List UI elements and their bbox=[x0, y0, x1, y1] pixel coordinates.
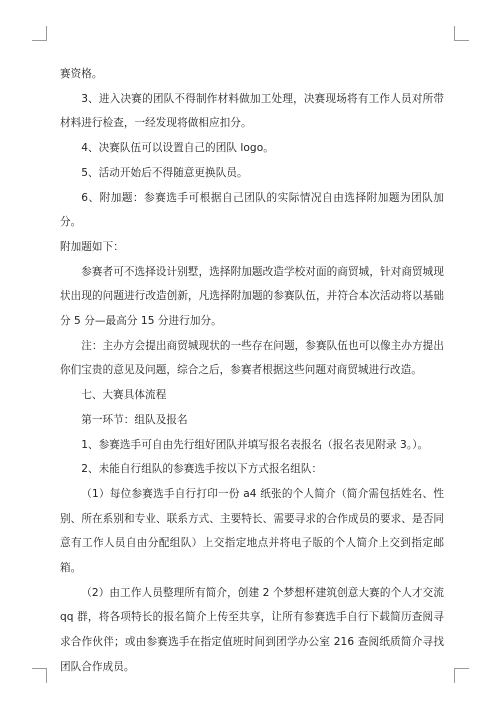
document-body bbox=[60, 62, 444, 680]
paragraph: 参赛者可不选择设计别墅，选择附加题改造学校对面的商贸城，针对商贸城现状出现的问题进行改造创新，凡选择附加题的参赛队伍，并符合本次活动将以基础分 5 分—最高分 15 分进行加分。 bbox=[60, 265, 444, 328]
crop-mark-top-right bbox=[454, 26, 469, 41]
paragraph: 七、大赛具体流程 bbox=[81, 389, 167, 402]
paragraph: （2）由工作人员整理所有简介，创建 2 个梦想杯建筑创意大赛的个人才交流 qq 群，将各项特长的报名简介上传至共享，让所有参赛选手自行下载简历查阅寻求合作伙伴；或由参赛选手在指定值班时间到团学办公室 216 查阅纸质简介寻找团队合作成员。 bbox=[60, 586, 444, 673]
crop-mark-top-left bbox=[32, 26, 47, 41]
paragraph: 1、参赛选手可自由先行组好团队并填写报名表报名（报名表见附录 3。）。 bbox=[81, 438, 429, 451]
paragraph: 赛资格。 bbox=[60, 68, 103, 80]
paragraph: （1）每位参赛选手自行打印一份 a4 纸张的个人简介（简介需包括姓名、性别、所在系别和专业、联系方式、主要特长、需要寻求的合作成员的要求、是否同意有工作人员自由分配组队）上交指定地点并将电子版的个人简介上交到指定邮箱。 bbox=[60, 487, 444, 575]
paragraph: 附加题如下： bbox=[60, 240, 124, 253]
crop-mark-bottom-left bbox=[32, 668, 47, 683]
crop-mark-bottom-right bbox=[454, 668, 469, 683]
paragraph: 注：主办方会提出商贸城现状的一些存在问题，参赛队伍也可以像主办方提出你们宝贵的意见及问题，综合之后，参赛者根据这些问题对商贸城进行改造。 bbox=[60, 339, 444, 377]
paragraph: 5、活动开始后不得随意更换队员。 bbox=[81, 166, 248, 179]
paragraph: 2、未能自行组队的参赛选手按以下方式报名组队： bbox=[81, 463, 323, 476]
paragraph: 4、决赛队伍可以设置自己的团队 logo。 bbox=[81, 142, 274, 155]
paragraph: 6、附加题：参赛选手可根据自己团队的实际情况自由选择附加题为团队加分。 bbox=[60, 191, 444, 229]
paragraph: 第一环节：组队及报名 bbox=[81, 413, 188, 426]
paragraph: 3、进入决赛的团队不得制作材料做加工处理，决赛现场将有工作人员对所带材料进行检查，一经发现将做相应扣分。 bbox=[60, 92, 444, 130]
